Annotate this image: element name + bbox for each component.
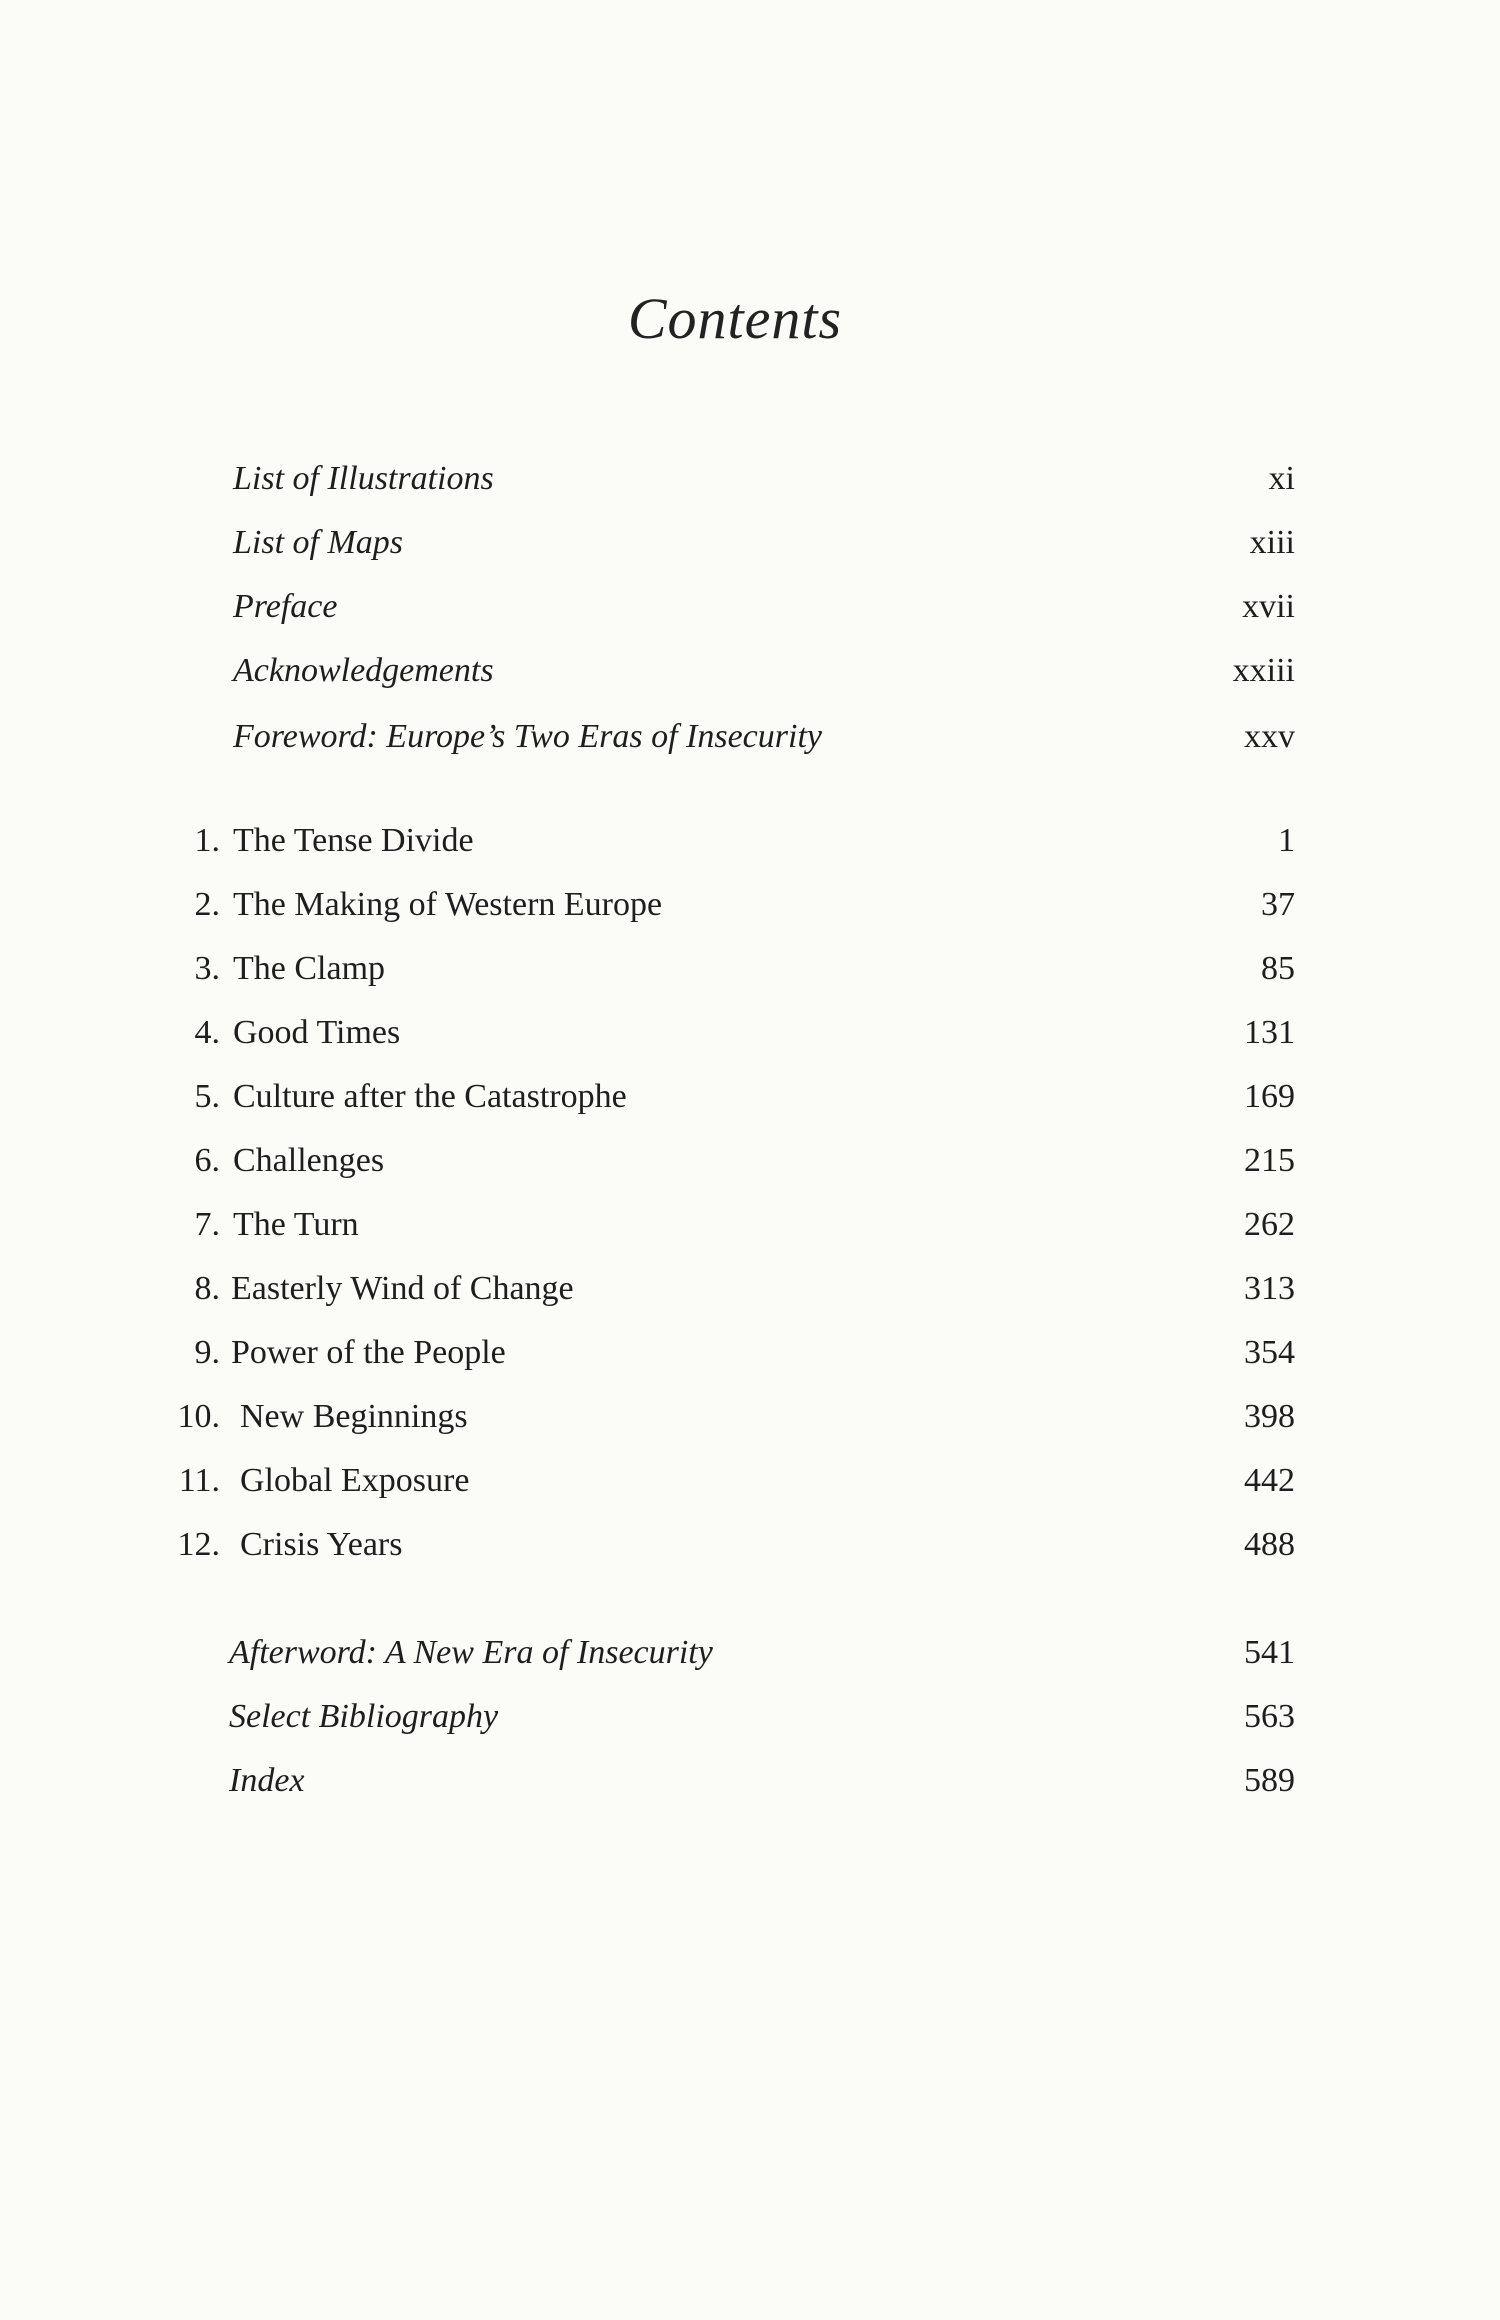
- entry-title: Select Bibliography: [229, 1698, 499, 1735]
- entry-page-number: 85: [1261, 950, 1295, 987]
- chapter-item: [0, 1142, 1500, 1192]
- chapter-title: The Tense Divide: [233, 822, 474, 859]
- chapter-title: Power of the People: [231, 1334, 506, 1371]
- entry-page-number: 37: [1261, 886, 1295, 923]
- front-matter-item: [0, 718, 1500, 768]
- front-matter-item: [0, 460, 1500, 510]
- chapter-item: [0, 1526, 1500, 1576]
- chapter-item: [0, 1398, 1500, 1448]
- entry-page-number: 563: [1244, 1698, 1295, 1735]
- chapter-title: The Making of Western Europe: [233, 886, 663, 923]
- front-matter-item: [0, 588, 1500, 638]
- entry-page-number: xi: [1268, 460, 1295, 497]
- entry-page-number: 215: [1244, 1142, 1295, 1179]
- chapter-number: 9.: [194, 1334, 220, 1371]
- chapter-item: [0, 1462, 1500, 1512]
- entry-page-number: 398: [1244, 1398, 1295, 1435]
- chapter-number: 11.: [178, 1462, 220, 1499]
- chapter-number: 1.: [194, 822, 220, 859]
- front-matter-item: [0, 524, 1500, 574]
- entry-title: List of Illustrations: [233, 460, 494, 497]
- entry-page-number: 1: [1278, 822, 1295, 859]
- entry-title: Acknowledgements: [233, 652, 494, 689]
- chapter-item: [0, 1078, 1500, 1128]
- entry-title: Foreword: Europe’s Two Eras of Insecurity: [233, 718, 822, 755]
- back-matter-item: [0, 1698, 1500, 1748]
- chapter-title: Global Exposure: [240, 1462, 470, 1499]
- entry-page-number: 541: [1244, 1634, 1295, 1671]
- chapter-number: 2.: [194, 886, 220, 923]
- chapter-title: Good Times: [233, 1014, 401, 1051]
- entry-page-number: xxiii: [1232, 652, 1295, 689]
- entry-page-number: 488: [1244, 1526, 1295, 1563]
- chapter-title: Crisis Years: [240, 1526, 403, 1563]
- chapter-number: 4.: [194, 1014, 220, 1051]
- chapter-number: 3.: [194, 950, 220, 987]
- entry-page-number: 131: [1244, 1014, 1295, 1051]
- entry-title: Index: [229, 1762, 305, 1799]
- entry-page-number: 442: [1244, 1462, 1295, 1499]
- entry-page-number: xxv: [1244, 718, 1295, 755]
- chapter-number: 8.: [194, 1270, 220, 1307]
- chapter-number: 6.: [194, 1142, 220, 1179]
- chapter-item: [0, 1014, 1500, 1064]
- back-matter-item: [0, 1762, 1500, 1812]
- chapter-item: [0, 950, 1500, 1000]
- entry-page-number: xiii: [1249, 524, 1295, 561]
- chapter-number: 5.: [194, 1078, 220, 1115]
- chapter-title: Challenges: [233, 1142, 385, 1179]
- chapter-item: [0, 1270, 1500, 1320]
- chapter-item: [0, 1334, 1500, 1384]
- chapter-title: Culture after the Catastrophe: [233, 1078, 627, 1115]
- chapter-number: 10.: [177, 1398, 220, 1435]
- chapter-number: 7.: [194, 1206, 220, 1243]
- chapter-item: [0, 886, 1500, 936]
- chapter-title: New Beginnings: [240, 1398, 468, 1435]
- chapter-title: Easterly Wind of Change: [231, 1270, 574, 1307]
- entry-page-number: 354: [1244, 1334, 1295, 1371]
- front-matter-item: [0, 652, 1500, 702]
- entry-page-number: 262: [1244, 1206, 1295, 1243]
- chapter-item: [0, 1206, 1500, 1256]
- entry-title: Preface: [233, 588, 338, 625]
- chapter-item: [0, 822, 1500, 872]
- back-matter-item: [0, 1634, 1500, 1684]
- chapter-title: The Clamp: [233, 950, 386, 987]
- chapter-number: 12.: [177, 1526, 220, 1563]
- entry-title: Afterword: A New Era of Insecurity: [229, 1634, 713, 1671]
- chapter-title: The Turn: [233, 1206, 359, 1243]
- entry-page-number: xvii: [1242, 588, 1295, 625]
- entry-page-number: 589: [1244, 1762, 1295, 1799]
- entry-page-number: 313: [1244, 1270, 1295, 1307]
- entry-page-number: 169: [1244, 1078, 1295, 1115]
- page-title: Contents: [627, 286, 843, 351]
- entry-title: List of Maps: [233, 524, 404, 561]
